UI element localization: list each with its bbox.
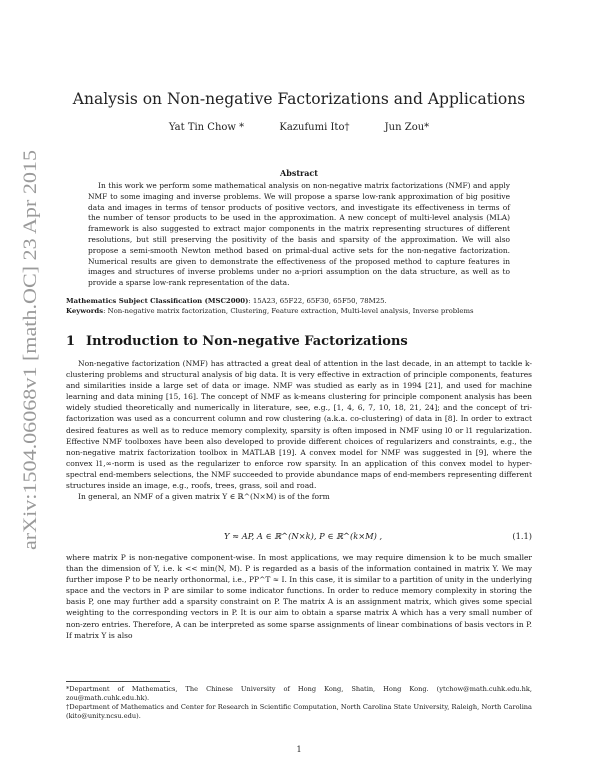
page-number: 1 [296, 745, 302, 754]
body-text [66, 358, 532, 502]
author-name: Jun Zou* [384, 122, 430, 133]
arxiv-id: arXiv:1504.06068v1 [math.OC] 23 Apr 2015 [20, 205, 41, 550]
author-name: Kazufumi Ito† [279, 122, 350, 133]
section-heading [66, 334, 532, 349]
arxiv-stamp [14, 150, 44, 550]
msc-label: Mathematics Subject Classification (MSC2000) [66, 297, 249, 305]
abstract-heading: Abstract [280, 168, 318, 178]
section-number: 1 [66, 334, 76, 349]
msc-line [66, 296, 532, 307]
footnote: †Department of Mathematics and Center for Research in Scientific Computation, North Carolina State University, Raleigh, North Carolina (kito@unity.ncsu.edu). [66, 703, 532, 721]
equation-expression: Y ≈ AP, A ∈ ℝ^(N×k), P ∈ ℝ^(k×M) , [224, 531, 383, 541]
author-name: Yat Tin Chow * [168, 122, 245, 133]
keywords-line [66, 306, 532, 317]
msc-value: : 15A23, 65F22, 65F30, 65F50, 78M25. [248, 297, 387, 305]
paper-title: Analysis on Non-negative Factorizations and Applications [72, 90, 526, 108]
equation-tag: (1.1) [512, 531, 532, 541]
author-list [66, 122, 532, 133]
paragraph: Non-negative factorization (NMF) has attracted a great deal of attention in the last decade, in an attempt to tackle k-clustering problems and structural analysis of big data. It is very effective in extraction of principle components, features and similarities inside a large set of data or image. NMF was studied as early as in 1994 [21], and used for machine learning and data mining [15, 16]. The concept of NMF as k-means clustering for principle component analysis has been widely studied theoretically and numerically in literature, see, e.g., [1, 4, 6, 7, 10, 18, 21, 24]; and the concept of tri-factorization was used as a concurrent column and row clustering (a.k.a. co-clustering) of data in [8]. In order to extract desired features as well as to reduce memory complexity, sparsity is often imposed in NMF using l0 or l1 regularization. Effective NMF toolboxes have been also developed to provide different choices of regularizers and constraints, e.g., the non-negative matrix factorization toolbox in MATLAB [19]. A convex model for NMF was suggested in [9], where the convex l1,∞-norm is used as the regularizer to enforce row sparsity. In an application of this convex model to hyper-spectral end-members selections, the NMF succeeded to provide abundance maps of end-members representing different structures inside an image, e.g., roofs, trees, grass, soil and road. [66, 359, 532, 491]
paragraph: where matrix P is non-negative component-wise. In most applications, we may require dimension k to be much smaller than the dimension of Y, i.e. k << min(N, M). P is regarded as a basis of the information contained in matrix Y. We may further impose P to be nearly orthonormal, i.e., PP^T ≈ I. In this case, it is similar to a partition of unity in the underlying space and the vectors in P are similar to some indicator functions. In order to reduce memory complexity in storing the basis P, one may further add a sparsity constraint on P. The matrix A is an assignment matrix, which gives some special weighting to the corresponding vectors in P. It is our aim to obtain a sparse matrix A which has a very small number of non-zero entries. Therefore, A can be interpreted as some sparse assignments of linear combinations of basis vectors in P. If matrix Y is also [66, 553, 532, 640]
abstract-text: In this work we perform some mathematical analysis on non-negative matrix factorizations (NMF) and apply NMF to some imaging and inverse problems. We will propose a sparse low-rank approximation of big positive data and images in terms of tensor products of positive vectors, and investigate its effectiveness in terms of the number of tensor products to be used in the approximation. A new concept of multi-level analysis (MLA) framework is also suggested to extract major components in the matrix representing structures of different resolutions, but still preserving the positivity of the basis and sparsity of the approximation. We will also propose a semi-smooth Newton method based on primal-dual active sets for the non-negative factorization. Numerical results are given to demonstrate the effectiveness of the proposed method to capture features in images and structures of inverse problems under no a-priori assumption on the data structure, as well as to provide a sparse low-rank representation of the data. [88, 181, 510, 288]
footnote: *Department of Mathematics, The Chinese University of Hong Kong, Shatin, Hong Kong. (ytchow@math.cuhk.edu.hk, zou@math.cuhk.edu.hk). [66, 685, 532, 703]
footnote-rule [66, 681, 170, 682]
section-title: Introduction to Non-negative Factorizations [86, 334, 408, 349]
paragraph: In general, an NMF of a given matrix Y ∈ ℝ^(N×M) is of the form [78, 492, 330, 502]
keywords-label: Keywords [66, 307, 104, 315]
keywords-value: : Non-negative matrix factorization, Clustering, Feature extraction, Multi-level analysis, Inverse problems [103, 307, 474, 315]
